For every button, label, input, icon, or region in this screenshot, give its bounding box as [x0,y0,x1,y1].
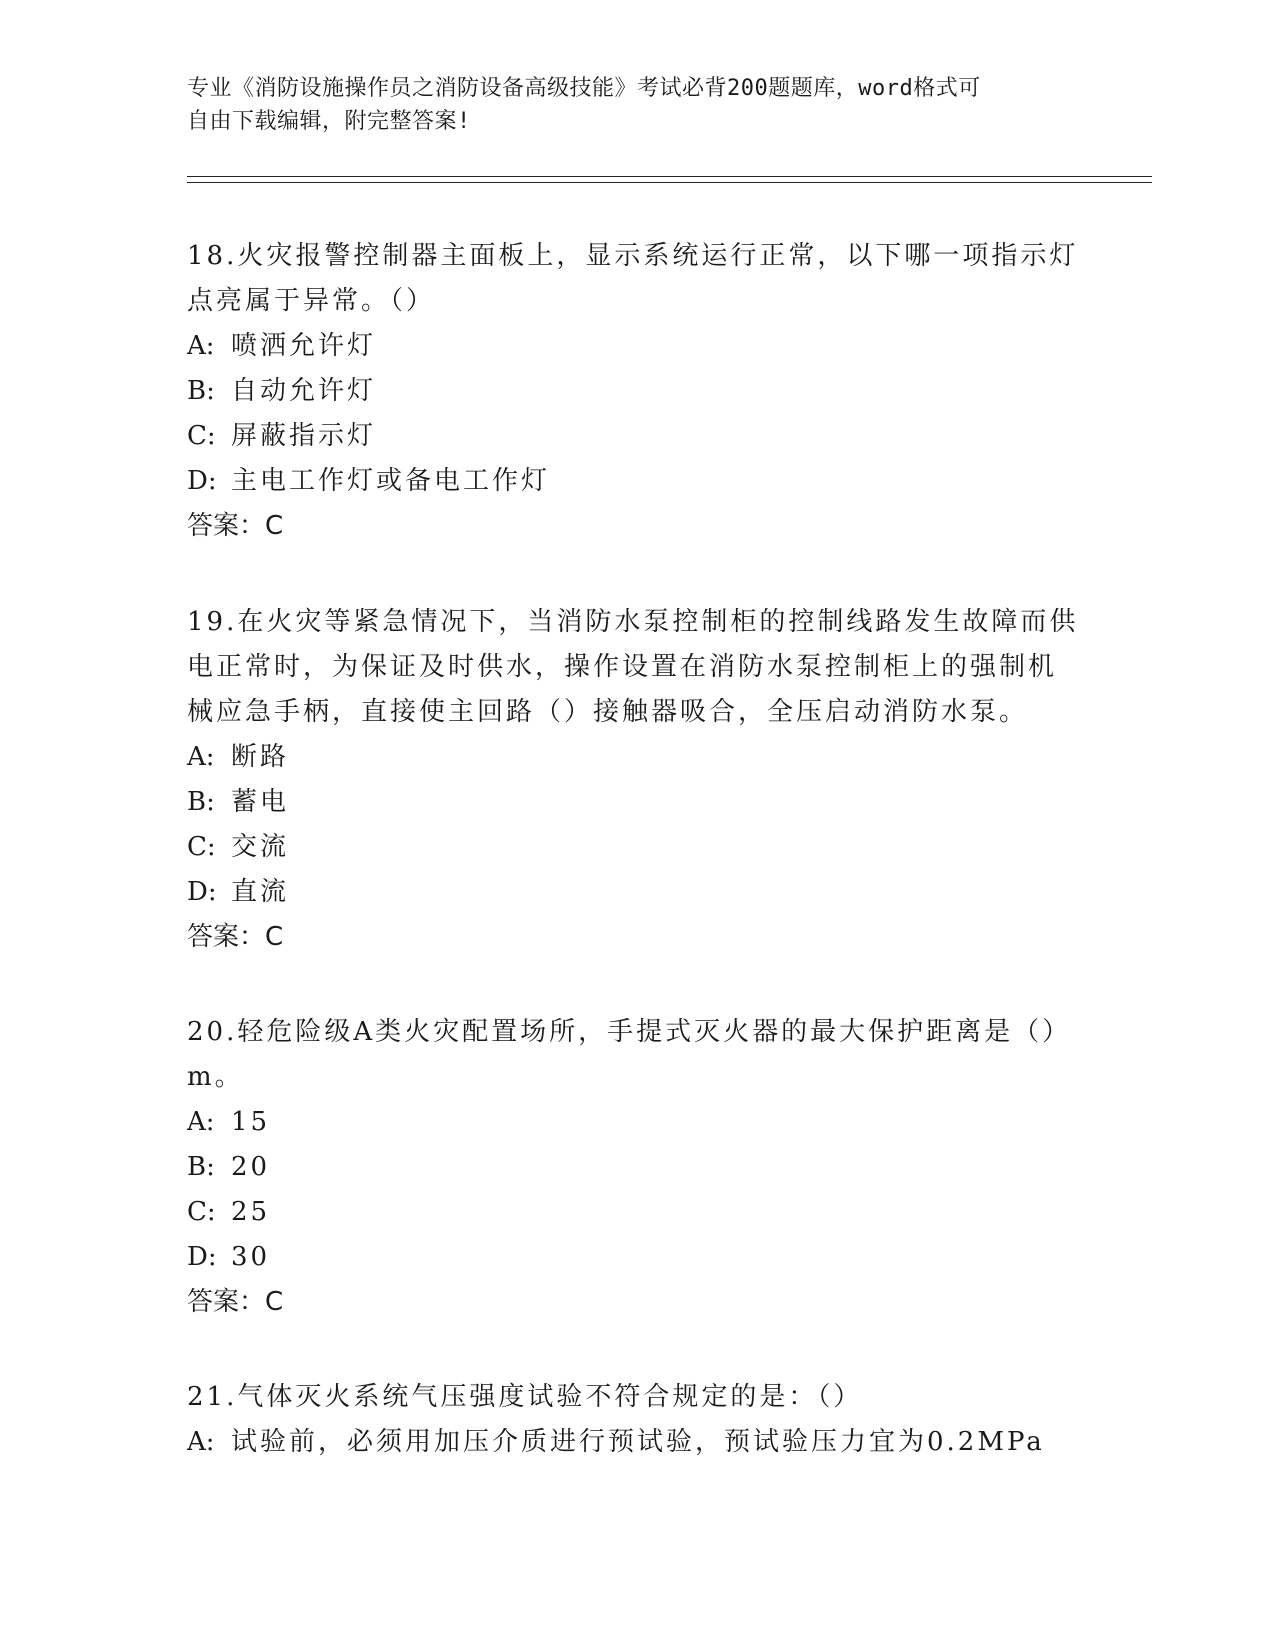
stem-line: 21.气体灭火系统气压强度试验不符合规定的是：（） [187,1382,863,1412]
option-c [187,414,1087,459]
question-stem [187,600,1087,735]
stem-line: 19.在火灾等紧急情况下，当消防水泵控制柜的控制线路发生故障而供 [187,607,1079,637]
option-text: 20 [231,1152,271,1182]
option-label: A: [187,331,215,361]
question-stem [187,234,1087,324]
answer: 答案：C [187,922,284,952]
option-text: 屏蔽指示灯 [231,421,377,451]
option-text: 交流 [231,832,290,862]
answer: 答案：C [187,511,284,541]
option-text: 断路 [231,742,290,772]
option-c [187,825,1087,870]
option-text: 30 [231,1242,271,1272]
question-21 [187,1375,1087,1465]
question-stem [187,1010,1087,1100]
option-label: B: [187,376,215,406]
option-c [187,1190,1087,1235]
option-text: 主电工作灯或备电工作灯 [231,466,551,496]
option-label: A: [187,1427,215,1457]
stem-line: 点亮属于异常。（） [187,286,436,316]
question-20 [187,1010,1087,1325]
option-label: D: [187,466,217,496]
option-b [187,369,1087,414]
option-text: 直流 [231,877,290,907]
question-19 [187,600,1087,960]
option-a [187,1420,1087,1465]
option-text: 蓄电 [231,787,290,817]
document-header [187,72,1067,138]
option-label: A: [187,1107,215,1137]
option-text: 25 [231,1197,271,1227]
stem-line: 18.火灾报警控制器主面板上，显示系统运行正常，以下哪一项指示灯 [187,241,1079,271]
option-text: 试验前，必须用加压介质进行预试验，预试验压力宜为0.2MPa [231,1427,1045,1457]
header-divider-top [187,176,1152,177]
option-text: 15 [231,1107,271,1137]
question-18 [187,234,1087,549]
option-text: 喷洒允许灯 [231,331,377,361]
stem-line: 械应急手柄，直接使主回路（）接触器吸合，全压启动消防水泵。 [187,697,1029,727]
option-d [187,1235,1087,1280]
option-a [187,1100,1087,1145]
question-stem [187,1375,1087,1420]
header-divider-bottom [187,182,1152,183]
option-d [187,870,1087,915]
option-d [187,459,1087,504]
option-b [187,780,1087,825]
stem-line: m。 [187,1062,244,1092]
header-line-2: 自由下载编辑，附完整答案! [187,109,471,134]
stem-line: 20.轻危险级A类火灾配置场所，手提式灭火器的最大保护距离是（） [187,1017,1072,1047]
option-label: B: [187,787,215,817]
header-line-1: 专业《消防设施操作员之消防设备高级技能》考试必背200题题库，word格式可 [187,76,981,101]
option-text: 自动允许灯 [231,376,377,406]
answer: 答案：C [187,1287,284,1317]
option-label: A: [187,742,215,772]
option-label: C: [187,832,216,862]
option-a [187,324,1087,369]
option-a [187,735,1087,780]
option-b [187,1145,1087,1190]
option-label: C: [187,421,216,451]
stem-line: 电正常时，为保证及时供水，操作设置在消防水泵控制柜上的强制机 [187,652,1058,682]
option-label: B: [187,1152,215,1182]
option-label: D: [187,877,217,907]
option-label: D: [187,1242,217,1272]
option-label: C: [187,1197,216,1227]
